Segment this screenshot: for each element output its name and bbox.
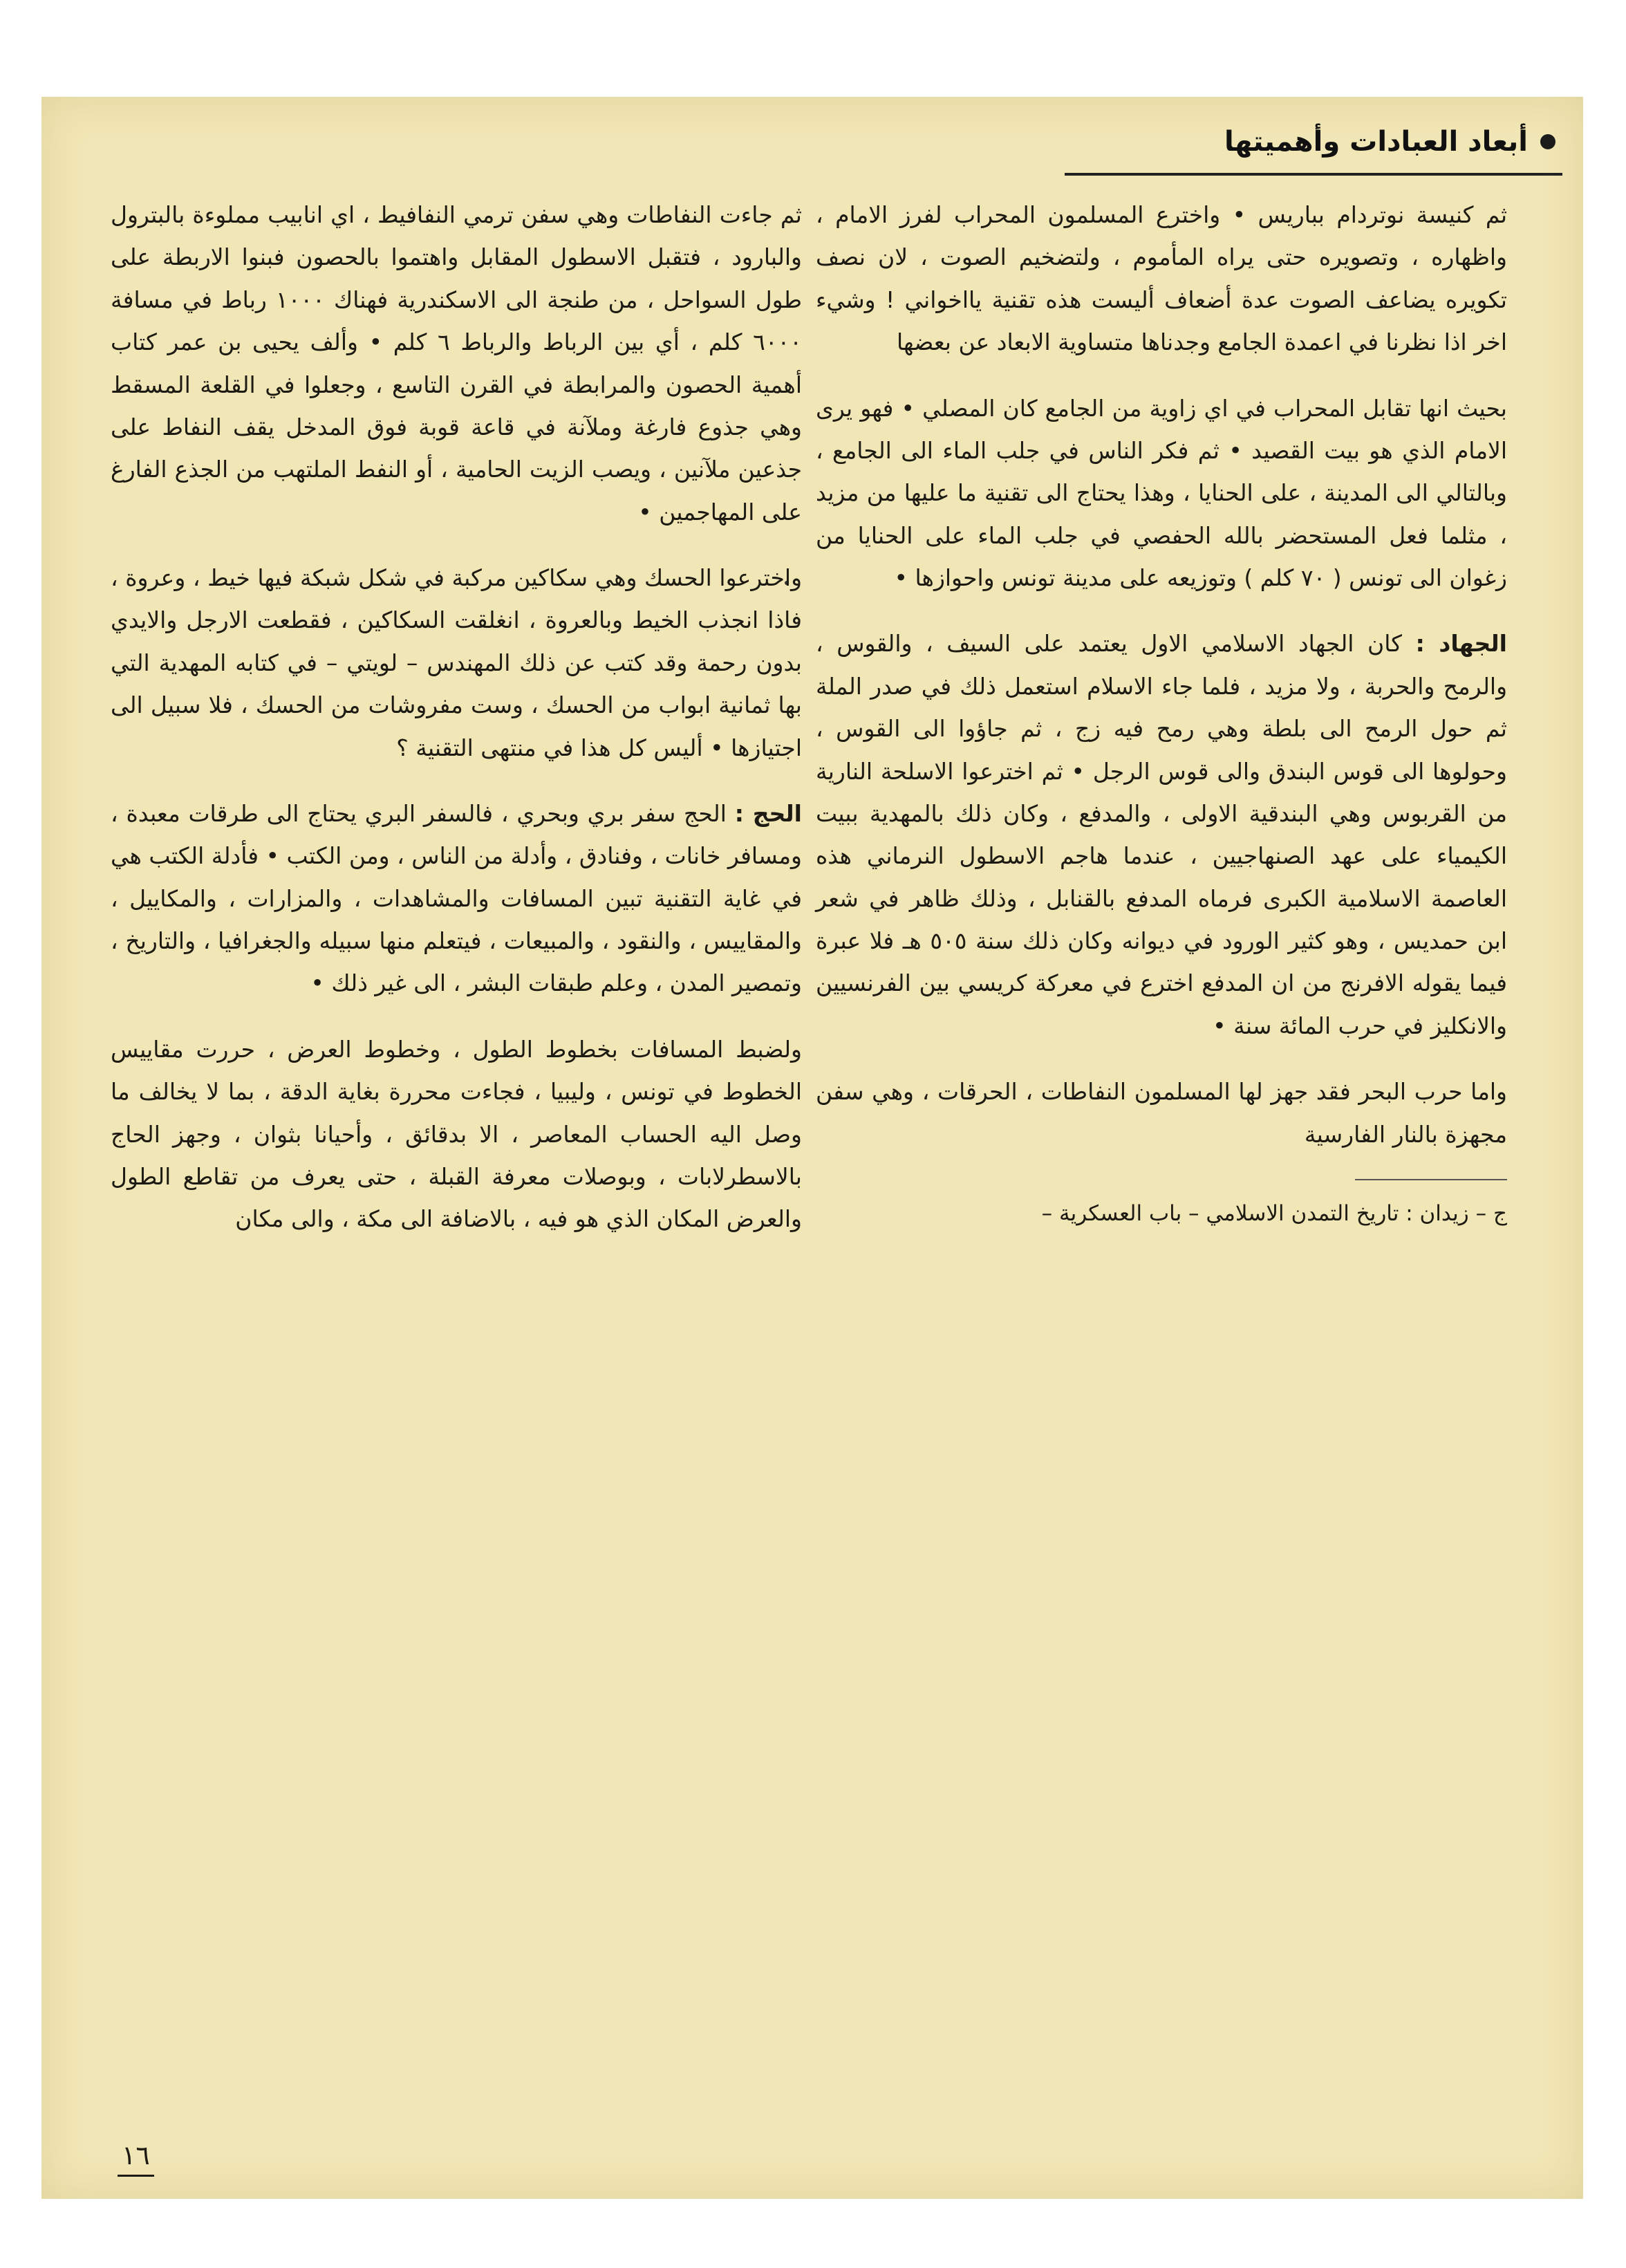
left-column bbox=[111, 194, 802, 2116]
right-column bbox=[816, 194, 1507, 2116]
page-number: ١٦ bbox=[118, 2140, 154, 2177]
paragraph: واخترعوا الحسك وهي سكاكين مركبة في شكل شبكة فيها خيط ، وعروة ، فاذا انجذب الخيط وبالعروة ، انغلقت السكاكين ، فقطعت الارجل والايدي بدون رحمة وقد كتب عن ذلك المهندس – لويتي – في كتابه المهدية التي بها ثمانية ابواب من الحسك ، وست مفروشات من الحسك ، فلا سبيل الى اجتيازها • أليس كل هذا في منتهى التقنية ؟ bbox=[111, 564, 802, 761]
paragraph: ثم جاءت النفاطات وهي سفن ترمي النفافيط ، اي انابيب مملوءة بالبترول والبارود ، فتقبل الاسطول المقابل واهتموا بالحصون فبنوا الاربطة على طول السواحل ، من طنجة الى الاسكندرية فهناك ١٠٠٠ رباط في مسافة ٦٠٠٠ كلم ، أي بين الرباط والرباط ٦ كلم • وألف يحيى بن عمر كتاب أهمية الحصون والمرابطة في القرن التاسع ، وجعلوا في القلعة المسقط وهي جذوع فارغة وملآنة في قاعة قوبة فوق المدخل يقف النفاط على جذعين ملآنين ، ويصب الزيت الحامية ، أو النفط الملتهب من الجذع الفارغ على المهاجمين • bbox=[111, 201, 802, 526]
paragraph-text: كان الجهاد الاسلامي الاول يعتمد على السيف ، والقوس ، والرمح والحربة ، ولا مزيد ، فلما جاء الاسلام استعمل ذلك في صدر الملة ثم حول الرمح الى بلطة وهي رمح فيه زج ، ثم جاؤوا الى القوس ، وحولوها الى قوس البندق والى قوس الرجل • ثم اخترعوا الاسلحة النارية من القربوس وهي البندقية الاولى ، والمدفع ، وكان ذلك بالمهدية ببيت الكيمياء على عهد الصنهاجيين ، عندما هاجم الاسطول النرماني هذه العاصمة الاسلامية الكبرى فرماه المدفع بالقنابل ، وذلك ظاهر في شعر ابن حمديس ، وهو كثير الورود في ديوانه وكان ذلك سنة ٥٠٥ هـ فلا عبرة فيما يقوله الافرنج من ان المدفع اخترع في معركة كريسي بين الفرنسيين والانكليز في حرب المائة سنة • bbox=[816, 630, 1507, 1039]
header-title: أبعاد العبادات وأهميتها bbox=[1224, 126, 1528, 158]
paragraph: ثم كنيسة نوتردام بباريس • واخترع المسلمون المحراب لفرز الامام ، واظهاره ، وتصويره حتى يراه المأموم ، ولتضخيم الصوت ، لان نصف تكويره يضاعف الصوت عدة أضعاف أليست هذه تقنية يااخواني ! وشيء اخر اذا نظرنا في اعمدة الجامع وجدناها متساوية الابعاد عن بعضها bbox=[816, 201, 1507, 356]
page-sheet bbox=[41, 97, 1583, 2199]
paragraph-hajj bbox=[111, 792, 802, 1005]
bullet-icon bbox=[1540, 134, 1555, 149]
running-header bbox=[1065, 111, 1562, 176]
footnote: ج – زيدان : تاريخ التمدن الاسلامي – باب العسكرية – bbox=[1041, 1200, 1507, 1226]
section-heading: الحج : bbox=[734, 799, 802, 827]
paragraph: ولضبط المسافات بخطوط الطول ، وخطوط العرض ، حررت مقاييس الخطوط في تونس ، وليبيا ، فجاءت محررة بغاية الدقة ، بما لا يخالف ما وصل اليه الحساب المعاصر ، الا بدقائق ، وأحيانا بثوان ، وجهز الحاج بالاسطرلابات ، وبوصلات معرفة القبلة ، حتى يعرف من تقاطع الطول والعرض المكان الذي هو فيه ، بالاضافة الى مكة ، والى مكان bbox=[111, 1035, 802, 1233]
paragraph-jihad bbox=[816, 622, 1507, 1047]
paragraph: واما حرب البحر فقد جهز لها المسلمون النفاطات ، الحرقات ، وهي سفن مجهزة بالنار الفارسية bbox=[816, 1078, 1507, 1148]
paragraph-text: الحج سفر بري وبحري ، فالسفر البري يحتاج الى طرقات معبدة ، ومسافر خانات ، وفنادق ، وأدلة من الناس ، ومن الكتب • فأدلة الكتب هي في غاية التقنية تبين المسافات والمشاهدات ، والمزارات ، والمكاييل ، والمقاييس ، والنقود ، والمبيعات ، فيتعلم منها سبيله والجغرافيا ، والتاريخ ، وتمصير المدن ، وعلم طبقات البشر ، الى غير ذلك • bbox=[111, 799, 802, 997]
paragraph: بحيث انها تقابل المحراب في اي زاوية من الجامع كان المصلي • فهو يرى الامام الذي هو بيت القصيد • ثم فكر الناس في جلب الماء الى الجامع ، وبالتالي الى المدينة ، على الحنايا ، وهذا يحتاج الى تقنية ما عليها من مزيد ، مثلما فعل المستحضر بالله الحفصي في جلب الماء على الحنايا من زغوان الى تونس ( ٧٠ كلم ) وتوزيعه على مدينة تونس واحوازها • bbox=[816, 394, 1507, 591]
section-heading: الجهاد : bbox=[1415, 630, 1507, 658]
footnote-rule bbox=[1355, 1179, 1507, 1180]
